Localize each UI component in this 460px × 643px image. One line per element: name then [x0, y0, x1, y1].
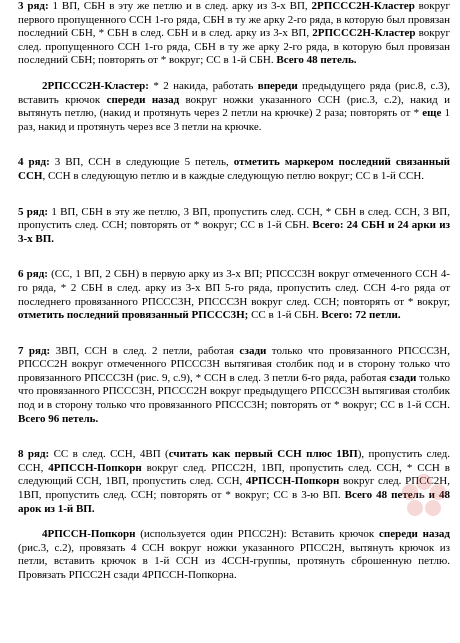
text-run: вокруг ножки указанного ССН (рис.3, с.2), накид и вытянуть петлю, (накид и протянуть через 2 петли на крючке) 2 раза; повторять от * — [18, 93, 451, 120]
bold-text-run: 7 ряд: — [18, 344, 51, 357]
text-run: (используется один РПСС2Н): Вставить крючок — [135, 528, 380, 541]
bold-text-run: Всего 48 петель и 48 арок из 1-й ВП. — [18, 489, 450, 515]
text-run: 3ВП, ССН в след. 2 петли, работая — [50, 344, 240, 357]
text-run: 1 ВП, СБН в эту же петлю и в след. арку из 3-х ВП, — [48, 0, 312, 12]
text-run: вокруг след. пропущенного ССН 1-го ряда, СБН в ту же арку 2-го ряда, в которую был провязан последний СБН; повторять от * вокруг; СС в 1-й СБН. — [18, 27, 450, 67]
row-4-paragraph — [18, 156, 450, 183]
bold-text-run: 4РПССН-Попкорн — [245, 475, 340, 488]
row-3-paragraph — [18, 0, 450, 68]
popcorn-definition-paragraph — [18, 528, 450, 582]
bold-text-run: сзади — [389, 371, 417, 384]
text-run: (рис.3, с.2), провязать 4 ССН вокруг ножки указанного РПСС2Н, вытянуть крючок из петли, вставить крючок в 1-й ССН из 4ССН-группы, протянуть сброшенную петлю. Провязать РПСС2Н сзади 4РПССН-Попкорна. — [18, 541, 450, 581]
text-run: предыдущего ряда (рис.8, с.3), вставить крючок — [18, 79, 450, 106]
bold-text-run: 4 ряд: — [18, 156, 50, 169]
text-run: СС в след. ССН, 4ВП ( — [49, 448, 169, 461]
row-5-paragraph — [18, 206, 450, 247]
bold-text-run: еще — [422, 107, 442, 120]
bold-text-run: 6 ряд: — [18, 268, 48, 281]
spacer — [18, 184, 450, 206]
text-run: вокруг след. РПСС2Н, 1ВП, пропустить след. ССН, * ССН в следующий ССН, 1ВП, пропустить след. ССН, — [18, 461, 450, 488]
bold-text-run: считать как первый ССН плюс 1ВП — [168, 448, 358, 461]
text-run: 1 ВП, СБН в эту же петлю, 3 ВП, пропустить след. ССН, * СБН в след. ССН, 3 ВП, пропустить след. ССН; повторять от * вокруг; СС в 1-й СБН. — [18, 205, 450, 232]
text-run: ), пропустить след. ССН, — [18, 448, 451, 474]
text-run: СС в 1-й СБН. — [248, 309, 322, 322]
text-run: * 2 накида, работать — [148, 79, 258, 92]
bold-text-run: 3 ряд: — [18, 0, 49, 12]
bold-text-run: 2РПССС2Н-Кластер — [311, 0, 415, 12]
spacer — [18, 323, 450, 345]
bold-text-run: спереди назад — [379, 528, 450, 541]
bold-text-run: 5 ряд: — [18, 205, 49, 218]
spacer — [18, 134, 450, 156]
text-run: 3 ВП, ССН в следующие 5 петель, — [49, 156, 234, 169]
row-7-paragraph — [18, 345, 450, 427]
text-run: только что провязанного РПССС3Н, РПССС2Н вокруг отмеченного РПССС3Н вытягивая столбик под и в сторону только что провязанного РПССС3Н (рис. 9, с.9), * ССН в след. 3 петли 6-го ряда, работая — [18, 344, 450, 384]
text-run: вокруг след. РПСС2Н, 1ВП, пропустить след. ССН; повторять от * вокруг; СС в 3-ю ВП. — [18, 475, 451, 502]
bold-text-run: сзади — [239, 344, 267, 357]
spacer — [18, 516, 450, 528]
text-run: , ССН в следующую петлю и в каждые следующую петлю вокруг; СС в 1-й ССН. — [42, 169, 425, 182]
bold-text-run: Всего 96 петель. — [18, 412, 99, 425]
spacer — [18, 426, 450, 448]
text-run: (СС, 1 ВП, 2 СБН) в первую арку из 3-х ВП; РПССС3Н вокруг отмеченного ССН 4-го ряда, * 2 СБН в след. арку из 3-х ВП 5-го ряда, пропустить след. ССН 4-го ряда от последнего провязанного РПССС3Н, РПССС3Н вокруг след. ССН; повторять от * вокруг, — [18, 268, 451, 308]
bold-text-run: отметить маркером последний связанный ССН — [18, 156, 450, 182]
text-run: вокруг первого пропущенного ССН 1-го ряда, СБН в ту же арку 2-го ряда, в которую был провязан последний СБН, * СБН в след. СБН и в след. арку из 3-х ВП, — [18, 0, 450, 40]
bold-text-run: отметить последний провязанный РПССС3Н; — [18, 309, 249, 322]
row-6-paragraph — [18, 268, 450, 322]
text-run: только что провязанного РПССС3Н, РПССС2Н вокруг предыдущего РПССС3Н вытягивая столбик под и в сторону только что провязанного РПССС3Н; повторять от * вокруг; СС в 1-й ССН. — [18, 371, 450, 412]
spacer — [18, 246, 450, 268]
bold-text-run: 4РПССН-Попкорн — [48, 461, 142, 474]
bold-text-run: 2РПССС2Н-Кластер — [312, 27, 416, 40]
text-run: 1 раз, накид и протянуть через все 3 петли на крючке. — [18, 107, 451, 133]
flower-logo-icon — [396, 468, 452, 524]
bold-text-run: 4РПССН-Попкорн — [42, 528, 136, 541]
bold-text-run: 2РПССС2Н-Кластер: — [42, 79, 149, 92]
bold-text-run: Всего: 24 СБН и 24 арки из 3-х ВП. — [18, 219, 450, 245]
bold-text-run: 8 ряд: — [18, 448, 50, 461]
bold-text-run: Всего: 72 петли. — [321, 309, 401, 322]
bold-text-run: впереди — [257, 79, 298, 92]
bold-text-run: Всего 48 петель. — [276, 54, 357, 67]
document-body — [18, 0, 450, 583]
bold-text-run: спереди назад — [106, 93, 180, 106]
row-8-paragraph — [18, 448, 450, 516]
cluster-definition-paragraph — [18, 80, 450, 134]
spacer — [18, 68, 450, 80]
